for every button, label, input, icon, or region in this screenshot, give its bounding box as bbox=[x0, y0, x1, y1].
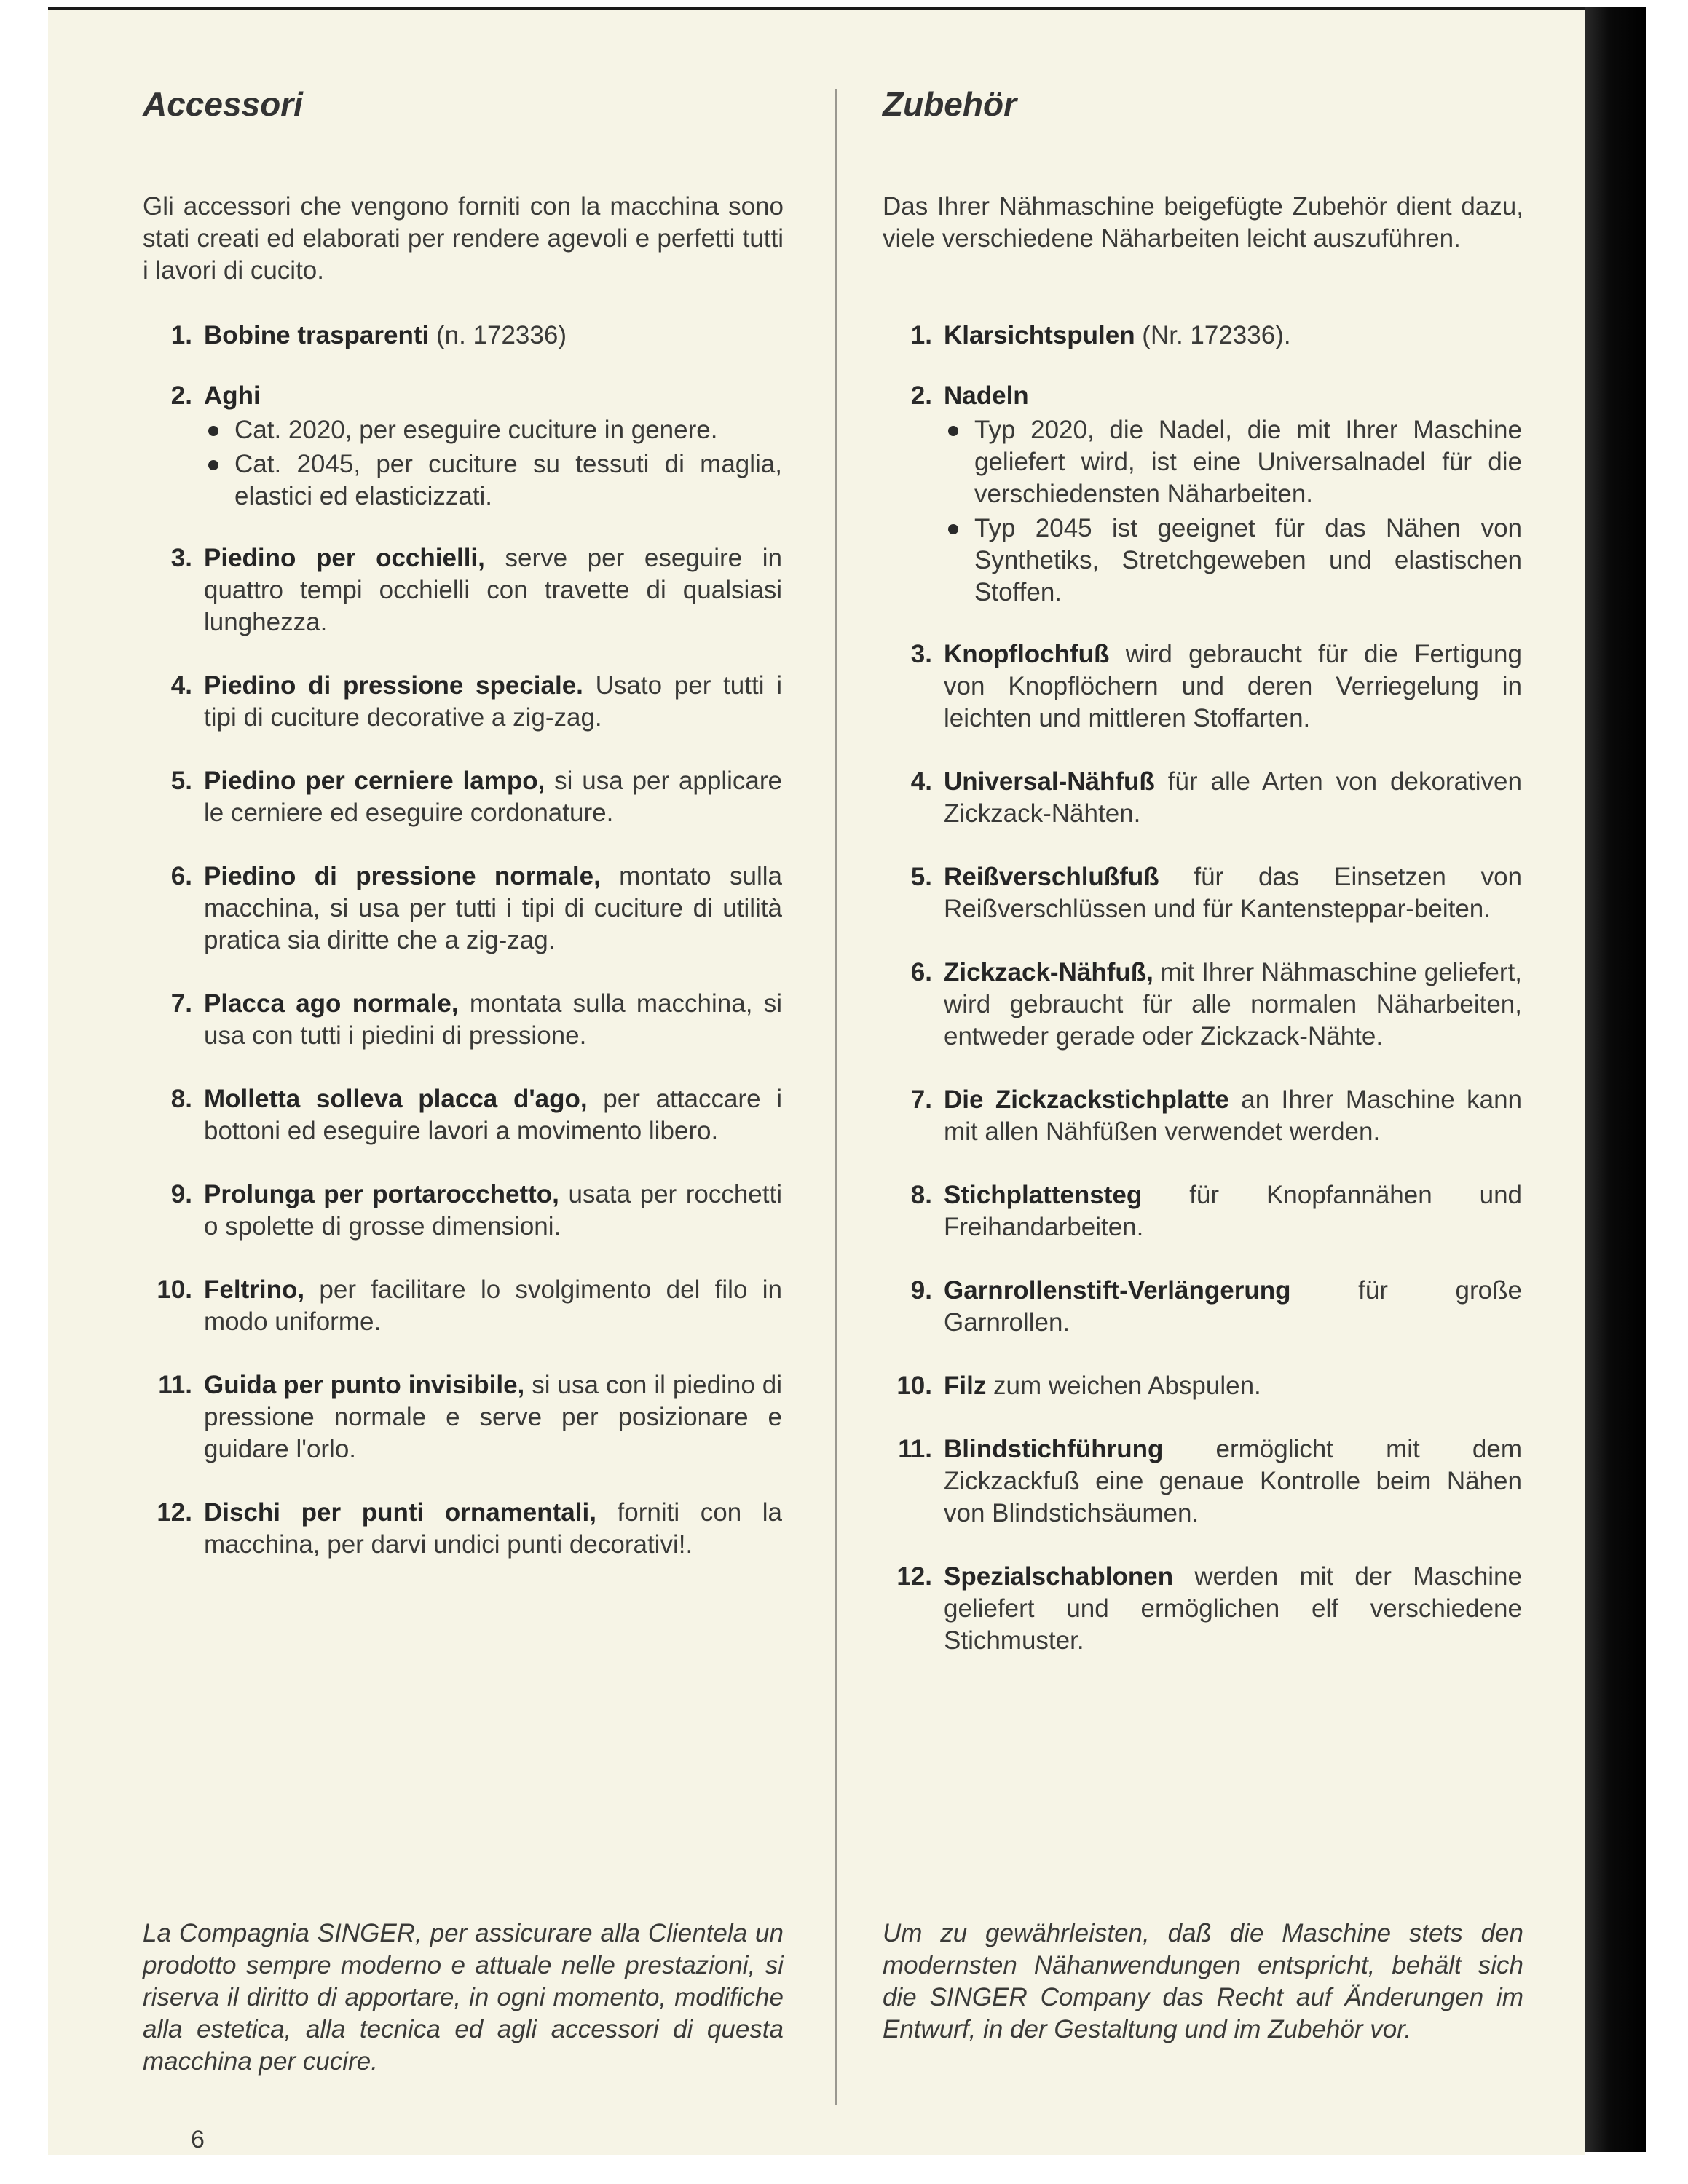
german-heading: Zubehör bbox=[883, 85, 1017, 123]
list-item bbox=[143, 320, 782, 352]
list-item bbox=[143, 670, 782, 734]
list-item bbox=[143, 765, 782, 829]
list-item bbox=[143, 1497, 782, 1561]
list-item bbox=[143, 1083, 782, 1147]
item-text: (Nr. 172336). bbox=[1135, 321, 1291, 349]
item-text: für große Garnrollen. bbox=[944, 1276, 1522, 1337]
list-item bbox=[883, 320, 1522, 352]
item-text: an Ihrer Maschine kann mit allen Nähfüßen verwendet werden. bbox=[944, 1085, 1522, 1146]
list-item bbox=[883, 1561, 1522, 1657]
item-number: 6. bbox=[170, 862, 192, 890]
german-intro: Das Ihrer Nähmaschine beigefügte Zubehör dient dazu, viele verschiedene Näharbeiten leicht auszuführen. bbox=[883, 192, 1523, 253]
item-title: Piedino di pressione normale, bbox=[204, 862, 601, 890]
list-item bbox=[883, 1370, 1522, 1402]
item-text: si usa con il piedino di pressione normale e serve per posizionare e guidare l'orlo. bbox=[204, 1371, 783, 1463]
item-text: montata sulla macchina, si usa con tutti i piedini di pressione. bbox=[204, 989, 782, 1050]
list-item bbox=[883, 1433, 1522, 1530]
page-number: 6 bbox=[191, 2126, 205, 2153]
bullet-icon bbox=[948, 426, 958, 436]
sub-item-text: Typ 2020, die Nadel, die mit Ihrer Maschine geliefert wird, ist eine Universalnadel für die verschiedensten Näharbeiten. bbox=[974, 416, 1522, 508]
column-divider bbox=[835, 89, 837, 2105]
item-number: 2. bbox=[910, 381, 932, 410]
item-text: mit Ihrer Nähmaschine geliefert, wird gebraucht für alle normalen Näharbeiten, entweder gerade oder Zickzack-Nähte. bbox=[944, 958, 1522, 1051]
item-text: usata per rocchetti o spolette di grosse dimensioni. bbox=[204, 1180, 782, 1241]
sub-list-item bbox=[944, 513, 1522, 609]
list-item bbox=[143, 542, 782, 638]
item-number: 10. bbox=[157, 1275, 192, 1304]
scan-edge-shadow bbox=[1585, 7, 1646, 2152]
item-text: per facilitare lo svolgimento del filo in modo uniforme. bbox=[204, 1275, 782, 1336]
item-number: 12. bbox=[157, 1498, 192, 1527]
item-number: 3. bbox=[910, 640, 932, 668]
item-number: 4. bbox=[170, 671, 192, 700]
german-disclaimer: Um zu gewährleisten, daß die Maschine stets den modernsten Nähanwendungen entspricht, behält sich die SINGER Company das Recht auf Änderungen im Entwurf, in der Gestaltung und im Zubehör vor. bbox=[883, 1919, 1523, 2043]
list-item bbox=[143, 860, 782, 957]
bullet-icon bbox=[948, 524, 958, 534]
needle-sublist bbox=[944, 414, 1522, 609]
item-title: Spezialschablonen bbox=[944, 1562, 1174, 1591]
item-text: per attaccare i bottoni ed eseguire lavori a movimento libero. bbox=[204, 1085, 783, 1145]
item-title: Universal-Nähfuß bbox=[944, 767, 1155, 796]
list-item bbox=[143, 1369, 782, 1465]
item-text: für das Einsetzen von Reißverschlüssen und für Kantensteppar-beiten. bbox=[944, 863, 1522, 923]
sub-list-item bbox=[944, 414, 1522, 510]
item-title: Reißverschlußfuß bbox=[944, 863, 1159, 891]
sub-list-item bbox=[204, 448, 782, 513]
bullet-icon bbox=[208, 460, 218, 470]
item-number: 5. bbox=[170, 767, 192, 795]
item-title: Aghi bbox=[204, 381, 261, 410]
item-text: für Knopfannähen und Freihandarbeiten. bbox=[944, 1181, 1522, 1241]
item-title: Molletta solleva placca d'ago, bbox=[204, 1085, 588, 1113]
german-accessory-list bbox=[883, 320, 1538, 1657]
list-item bbox=[883, 638, 1522, 735]
item-title: Blindstichführung bbox=[944, 1435, 1164, 1463]
item-title: Dischi per punti ornamentali, bbox=[204, 1498, 596, 1527]
item-number: 9. bbox=[910, 1276, 932, 1305]
item-text: wird gebraucht für die Fertigung von Knopflöchern und deren Verriegelung in leichten und mittleren Stoffarten. bbox=[944, 640, 1522, 732]
item-title: Placca ago normale, bbox=[204, 989, 459, 1018]
item-title: Garnrollenstift-Verlängerung bbox=[944, 1276, 1291, 1305]
item-title: Stichplattensteg bbox=[944, 1181, 1143, 1209]
item-number: 10. bbox=[896, 1372, 932, 1400]
item-number: 5. bbox=[910, 863, 932, 891]
sub-item-text: Typ 2045 ist geeignet für das Nähen von Synthetiks, Stretchgeweben und elastischen Stoffen. bbox=[974, 514, 1522, 606]
item-number: 1. bbox=[170, 321, 192, 349]
item-title: Piedino di pressione speciale. bbox=[204, 671, 583, 700]
item-number: 12. bbox=[896, 1562, 932, 1591]
needle-sublist bbox=[204, 414, 782, 513]
item-text: si usa per applicare le cerniere ed eseguire cordonature. bbox=[204, 767, 782, 827]
item-number: 3. bbox=[170, 544, 192, 572]
item-title: Klarsichtspulen bbox=[944, 321, 1135, 349]
item-number: 2. bbox=[170, 381, 192, 410]
item-text: werden mit der Maschine geliefert und ermöglichen elf verschiedene Stichmuster. bbox=[944, 1562, 1522, 1655]
item-title: Bobine trasparenti bbox=[204, 321, 430, 349]
item-text: Usato per tutti i tipi di cuciture decorative a zig-zag. bbox=[204, 671, 782, 732]
item-number: 7. bbox=[170, 989, 192, 1018]
list-item bbox=[143, 380, 782, 513]
item-text: forniti con la macchina, per darvi undici punti decorativi!. bbox=[204, 1498, 783, 1559]
item-text: zum weichen Abspulen. bbox=[986, 1372, 1261, 1400]
item-title: Prolunga per portarocchetto, bbox=[204, 1180, 559, 1208]
italian-heading: Accessori bbox=[143, 85, 303, 123]
list-item bbox=[883, 861, 1522, 925]
item-title: Nadeln bbox=[944, 381, 1029, 410]
item-title: Zickzack-Nähfuß, bbox=[944, 958, 1153, 986]
item-title: Feltrino, bbox=[204, 1275, 305, 1304]
item-number: 11. bbox=[898, 1435, 932, 1463]
item-text: (n. 172336) bbox=[429, 321, 567, 349]
item-number: 11. bbox=[158, 1371, 192, 1399]
sub-list-item bbox=[204, 414, 782, 446]
list-item bbox=[143, 1274, 782, 1338]
italian-intro: Gli accessori che vengono forniti con la macchina sono stati creati ed elaborati per rendere agevoli e perfetti tutti i lavori di cucito. bbox=[143, 192, 784, 285]
item-title: Piedino per occhielli, bbox=[204, 544, 485, 572]
item-title: Piedino per cerniere lampo, bbox=[204, 767, 545, 795]
italian-disclaimer: La Compagnia SINGER, per assicurare alla Clientela un prodotto sempre moderno e attuale nelle prestazioni, si riserva il diritto di apportare, in ogni momento, modifiche alla estetica, alla tecnica ed agli accessori di questa macchina per cucire. bbox=[143, 1919, 784, 2076]
item-text: für alle Arten von dekorativen Zickzack-Nähten. bbox=[944, 767, 1522, 828]
sub-item-text: Cat. 2020, per eseguire cuciture in genere. bbox=[234, 416, 718, 444]
item-title: Knopflochfuß bbox=[944, 640, 1110, 668]
item-number: 8. bbox=[910, 1181, 932, 1209]
sub-item-text: Cat. 2045, per cuciture su tessuti di maglia, elastici ed elasticizzati. bbox=[234, 450, 782, 510]
list-item bbox=[883, 766, 1522, 830]
item-text: serve per eseguire in quattro tempi occhielli con travette di qualsiasi lunghezza. bbox=[204, 544, 782, 636]
item-text: montato sulla macchina, si usa per tutti i tipi di cuciture di utilità pratica sia diritte che a zig-zag. bbox=[204, 862, 782, 954]
item-title: Filz bbox=[944, 1372, 987, 1400]
list-item bbox=[883, 1084, 1522, 1148]
item-number: 7. bbox=[910, 1085, 932, 1114]
list-item bbox=[883, 380, 1522, 609]
item-number: 4. bbox=[910, 767, 932, 796]
item-title: Die Zickzackstichplatte bbox=[944, 1085, 1229, 1114]
item-title: Guida per punto invisibile, bbox=[204, 1371, 525, 1399]
item-text: ermöglicht mit dem Zickzackfuß eine genaue Kontrolle beim Nähen von Blindstichsäumen. bbox=[944, 1435, 1522, 1527]
list-item bbox=[883, 1275, 1522, 1339]
item-number: 9. bbox=[170, 1180, 192, 1208]
list-item bbox=[143, 988, 782, 1052]
italian-accessory-list bbox=[143, 320, 798, 1561]
list-item bbox=[143, 1179, 782, 1243]
list-item bbox=[883, 1179, 1522, 1243]
item-number: 6. bbox=[910, 958, 932, 986]
list-item bbox=[883, 957, 1522, 1053]
item-number: 1. bbox=[910, 321, 932, 349]
item-number: 8. bbox=[170, 1085, 192, 1113]
manual-page bbox=[48, 7, 1585, 2155]
bullet-icon bbox=[208, 426, 218, 436]
